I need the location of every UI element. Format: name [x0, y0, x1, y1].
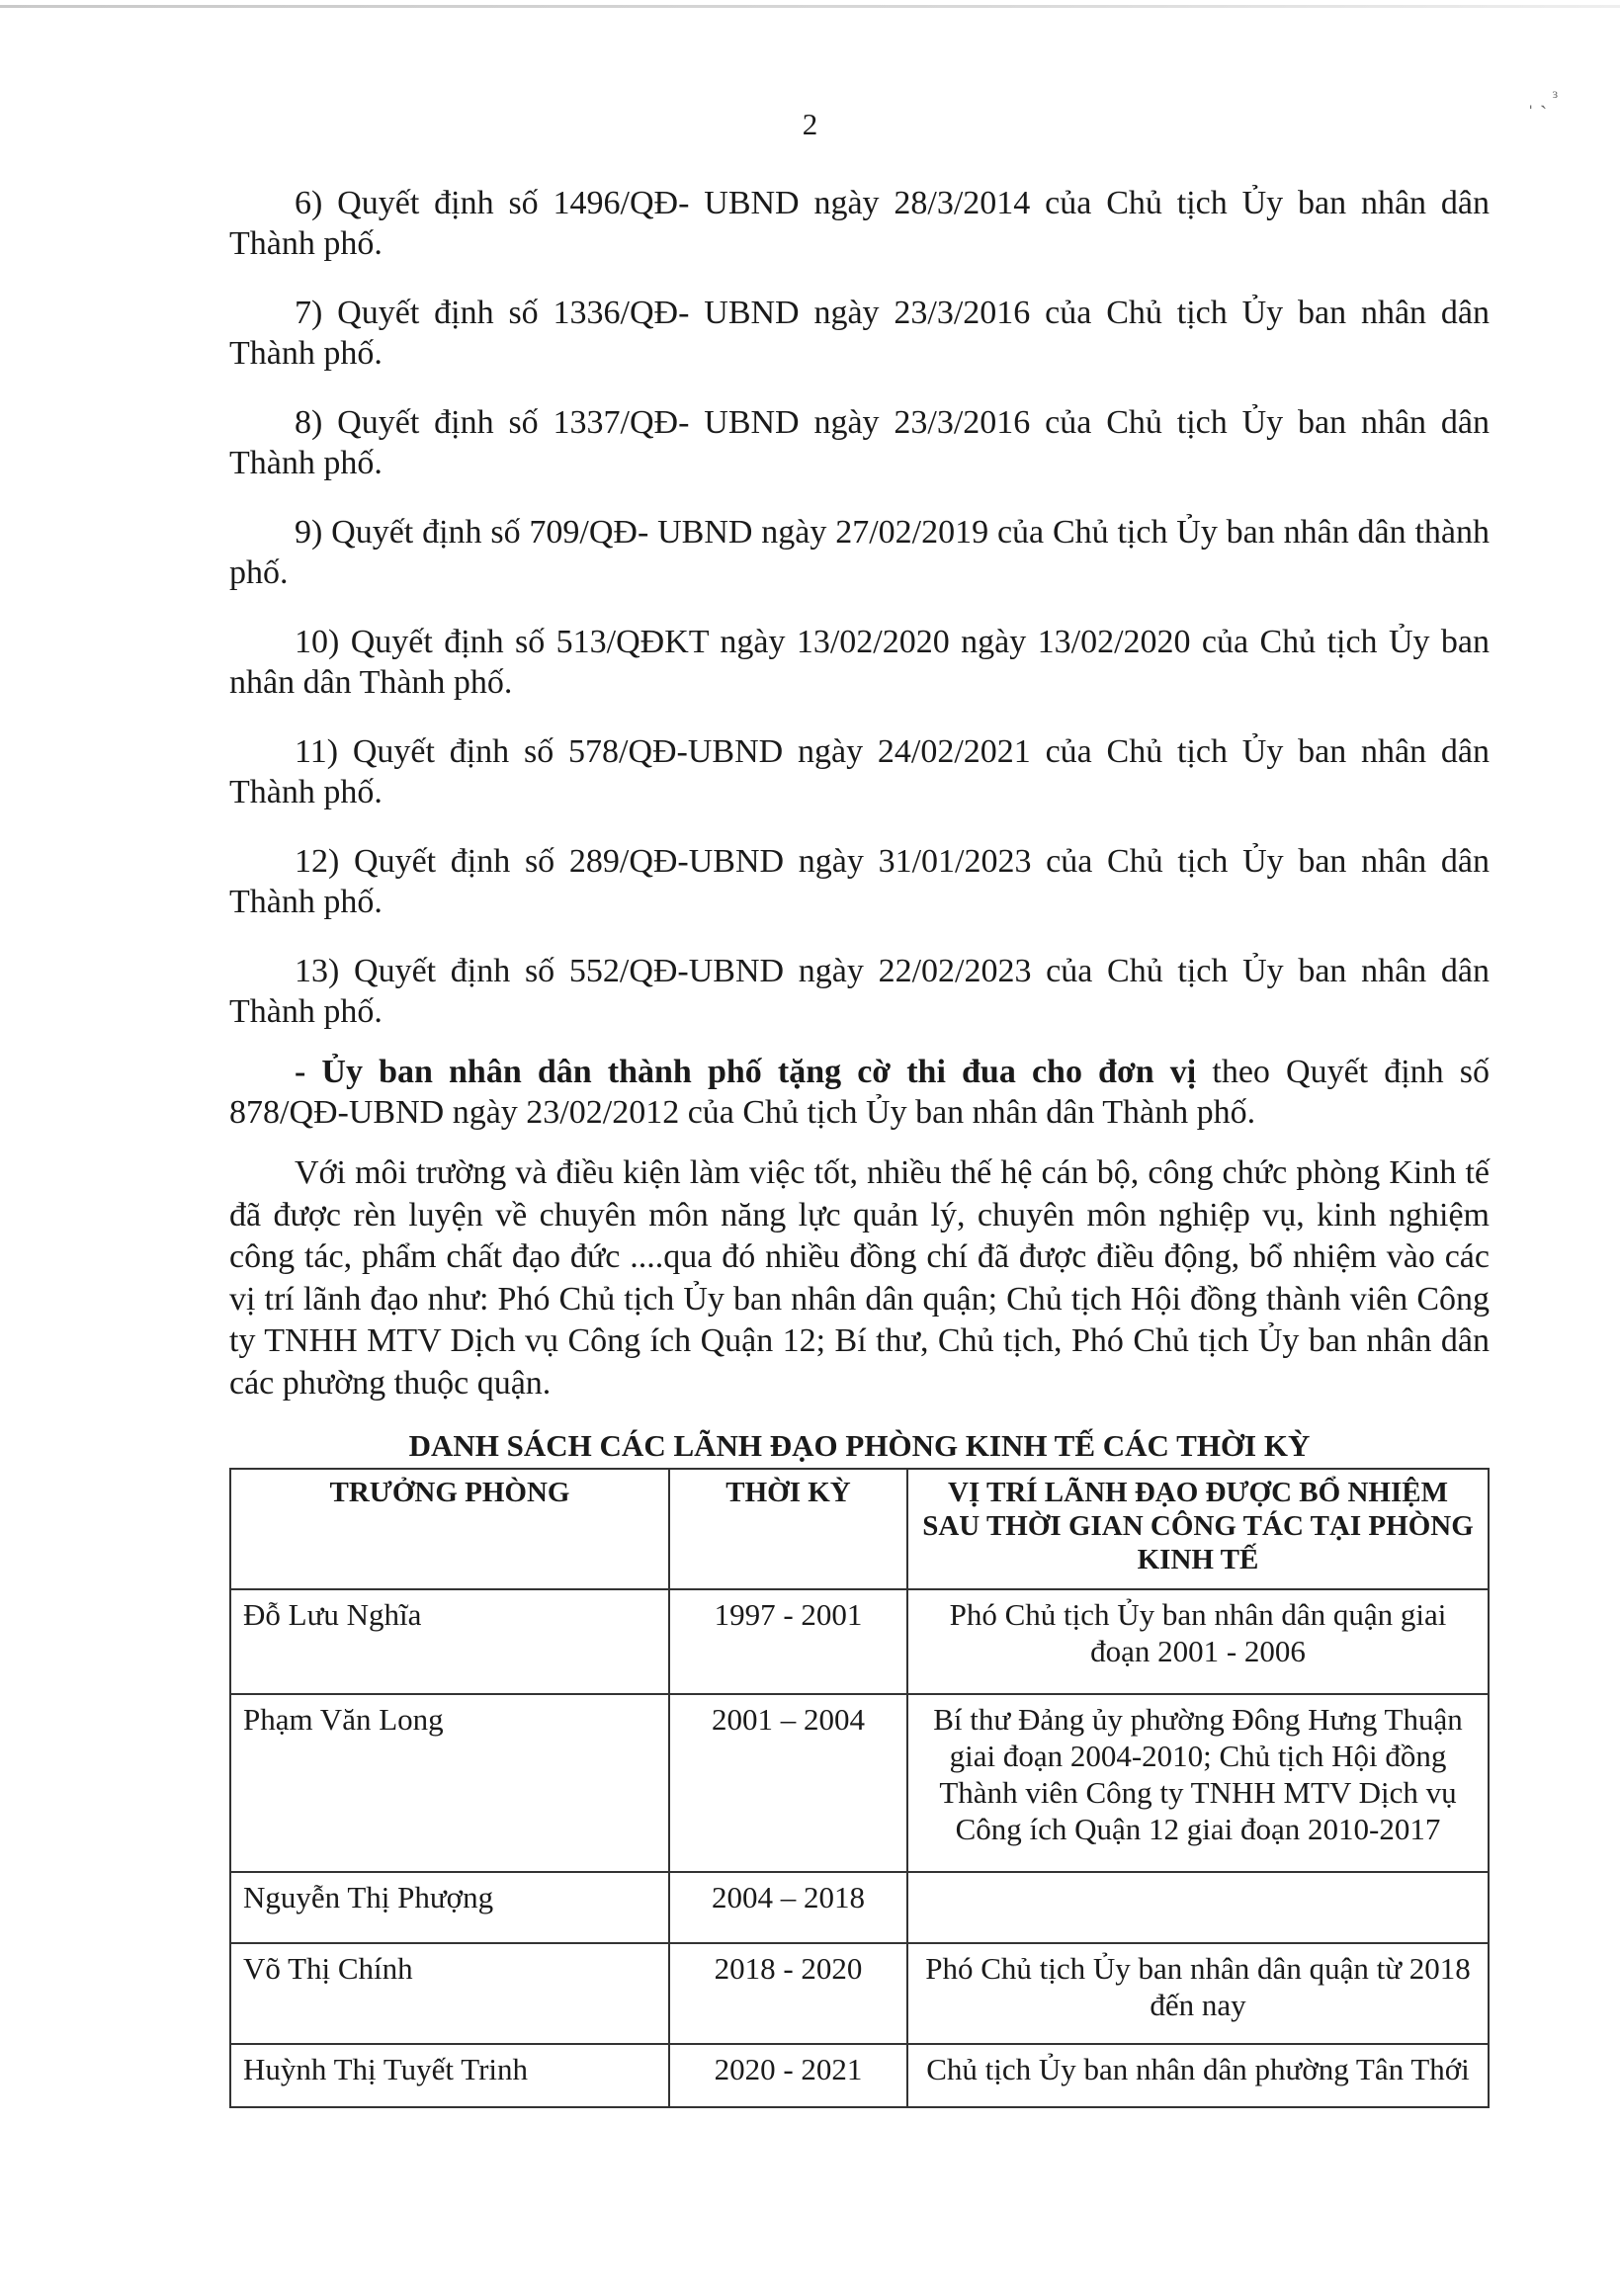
cell-position [907, 1872, 1489, 1943]
cell-period: 1997 - 2001 [669, 1589, 907, 1694]
award-paragraph [229, 1052, 1490, 1133]
table-row [230, 1872, 1489, 1943]
decision-item: 9) Quyết định số 709/QĐ- UBND ngày 27/02/2019 của Chủ tịch Ủy ban nhân dân thành phố. [229, 514, 1490, 591]
table-title: DANH SÁCH CÁC LÃNH ĐẠO PHÒNG KINH TẾ CÁC THỜI KỲ [408, 1428, 1311, 1463]
document-body [229, 183, 1490, 2108]
table-row [230, 1943, 1489, 2044]
scan-top-edge [0, 5, 1620, 8]
cell-period: 2004 – 2018 [669, 1872, 907, 1943]
cell-name: Đỗ Lưu Nghĩa [230, 1589, 669, 1694]
header-vi-tri: VỊ TRÍ LÃNH ĐẠO ĐƯỢC BỔ NHIỆM SAU THỜI GIAN CÔNG TÁC TẠI PHÒNG KINH TẾ [907, 1469, 1489, 1589]
decision-item: 12) Quyết định số 289/QĐ-UBND ngày 31/01/2023 của Chủ tịch Ủy ban nhân dân Thành phố. [229, 843, 1490, 920]
cell-position: Phó Chủ tịch Ủy ban nhân dân quận giai đoạn 2001 - 2006 [907, 1589, 1489, 1694]
page-number: 2 [802, 107, 818, 141]
cell-position: Chủ tịch Ủy ban nhân dân phường Tân Thới [907, 2044, 1489, 2107]
cell-name: Phạm Văn Long [230, 1694, 669, 1872]
leaders-table [229, 1468, 1490, 2108]
cell-position: Bí thư Đảng ủy phường Đông Hưng Thuận giai đoạn 2004-2010; Chủ tịch Hội đồng Thành viên Công ty TNHH MTV Dịch vụ Công ích Quận 12 giai đoạn 2010-2017 [907, 1694, 1489, 1872]
decision-item: 13) Quyết định số 552/QĐ-UBND ngày 22/02/2023 của Chủ tịch Ủy ban nhân dân Thành phố. [229, 953, 1490, 1030]
table-header-row [230, 1469, 1489, 1589]
award-detail: theo Quyết định số 878/QĐ-UBND ngày 23/02/2012 của Chủ tịch Ủy ban nhân dân Thành phố. [229, 1054, 1491, 1131]
cell-name: Huỳnh Thị Tuyết Trinh [230, 2044, 669, 2107]
header-thoi-ky: THỜI KỲ [669, 1469, 907, 1589]
cell-period: 2001 – 2004 [669, 1694, 907, 1872]
decision-item: 6) Quyết định số 1496/QĐ- UBND ngày 28/3/2014 của Chủ tịch Ủy ban nhân dân Thành phố. [229, 185, 1490, 262]
decision-item: 10) Quyết định số 513/QĐKT ngày 13/02/2020 ngày 13/02/2020 của Chủ tịch Ủy ban nhân dân Thành phố. [229, 624, 1490, 701]
award-lead: - Ủy ban nhân dân thành phố tặng cờ thi đua cho đơn vị [295, 1054, 1197, 1090]
table-row [230, 1694, 1489, 1872]
cell-period: 2020 - 2021 [669, 2044, 907, 2107]
scan-mark: ˌ ˏ ᵌ [1527, 84, 1558, 109]
decision-item: 7) Quyết định số 1336/QĐ- UBND ngày 23/3/2016 của Chủ tịch Ủy ban nhân dân Thành phố. [229, 295, 1490, 372]
cell-position: Phó Chủ tịch Ủy ban nhân dân quận từ 2018 đến nay [907, 1943, 1489, 2044]
cell-name: Võ Thị Chính [230, 1943, 669, 2044]
body-paragraph: Với môi trường và điều kiện làm việc tốt, nhiều thế hệ cán bộ, công chức phòng Kinh tế đã được rèn luyện về chuyên môn năng lực quản lý, chuyên môn nghiệp vụ, kinh nghiệm công tác, phẩm chất đạo đức ....qua đó nhiều đồng chí đã được điều động, bổ nhiệm vào các vị trí lãnh đạo như: Phó Chủ tịch Ủy ban nhân dân quận; Chủ tịch Hội đồng thành viên Công ty TNHH MTV Dịch vụ Công ích Quận 12; Bí thư, Chủ tịch, Phó Chủ tịch Ủy ban nhân dân các phường thuộc quận. [229, 1154, 1490, 1402]
decision-item: 11) Quyết định số 578/QĐ-UBND ngày 24/02/2021 của Chủ tịch Ủy ban nhân dân Thành phố. [229, 733, 1490, 810]
header-truong-phong: TRƯỞNG PHÒNG [230, 1469, 669, 1589]
cell-name: Nguyễn Thị Phượng [230, 1872, 669, 1943]
decision-item: 8) Quyết định số 1337/QĐ- UBND ngày 23/3/2016 của Chủ tịch Ủy ban nhân dân Thành phố. [229, 404, 1490, 481]
table-row [230, 1589, 1489, 1694]
table-row [230, 2044, 1489, 2107]
cell-period: 2018 - 2020 [669, 1943, 907, 2044]
